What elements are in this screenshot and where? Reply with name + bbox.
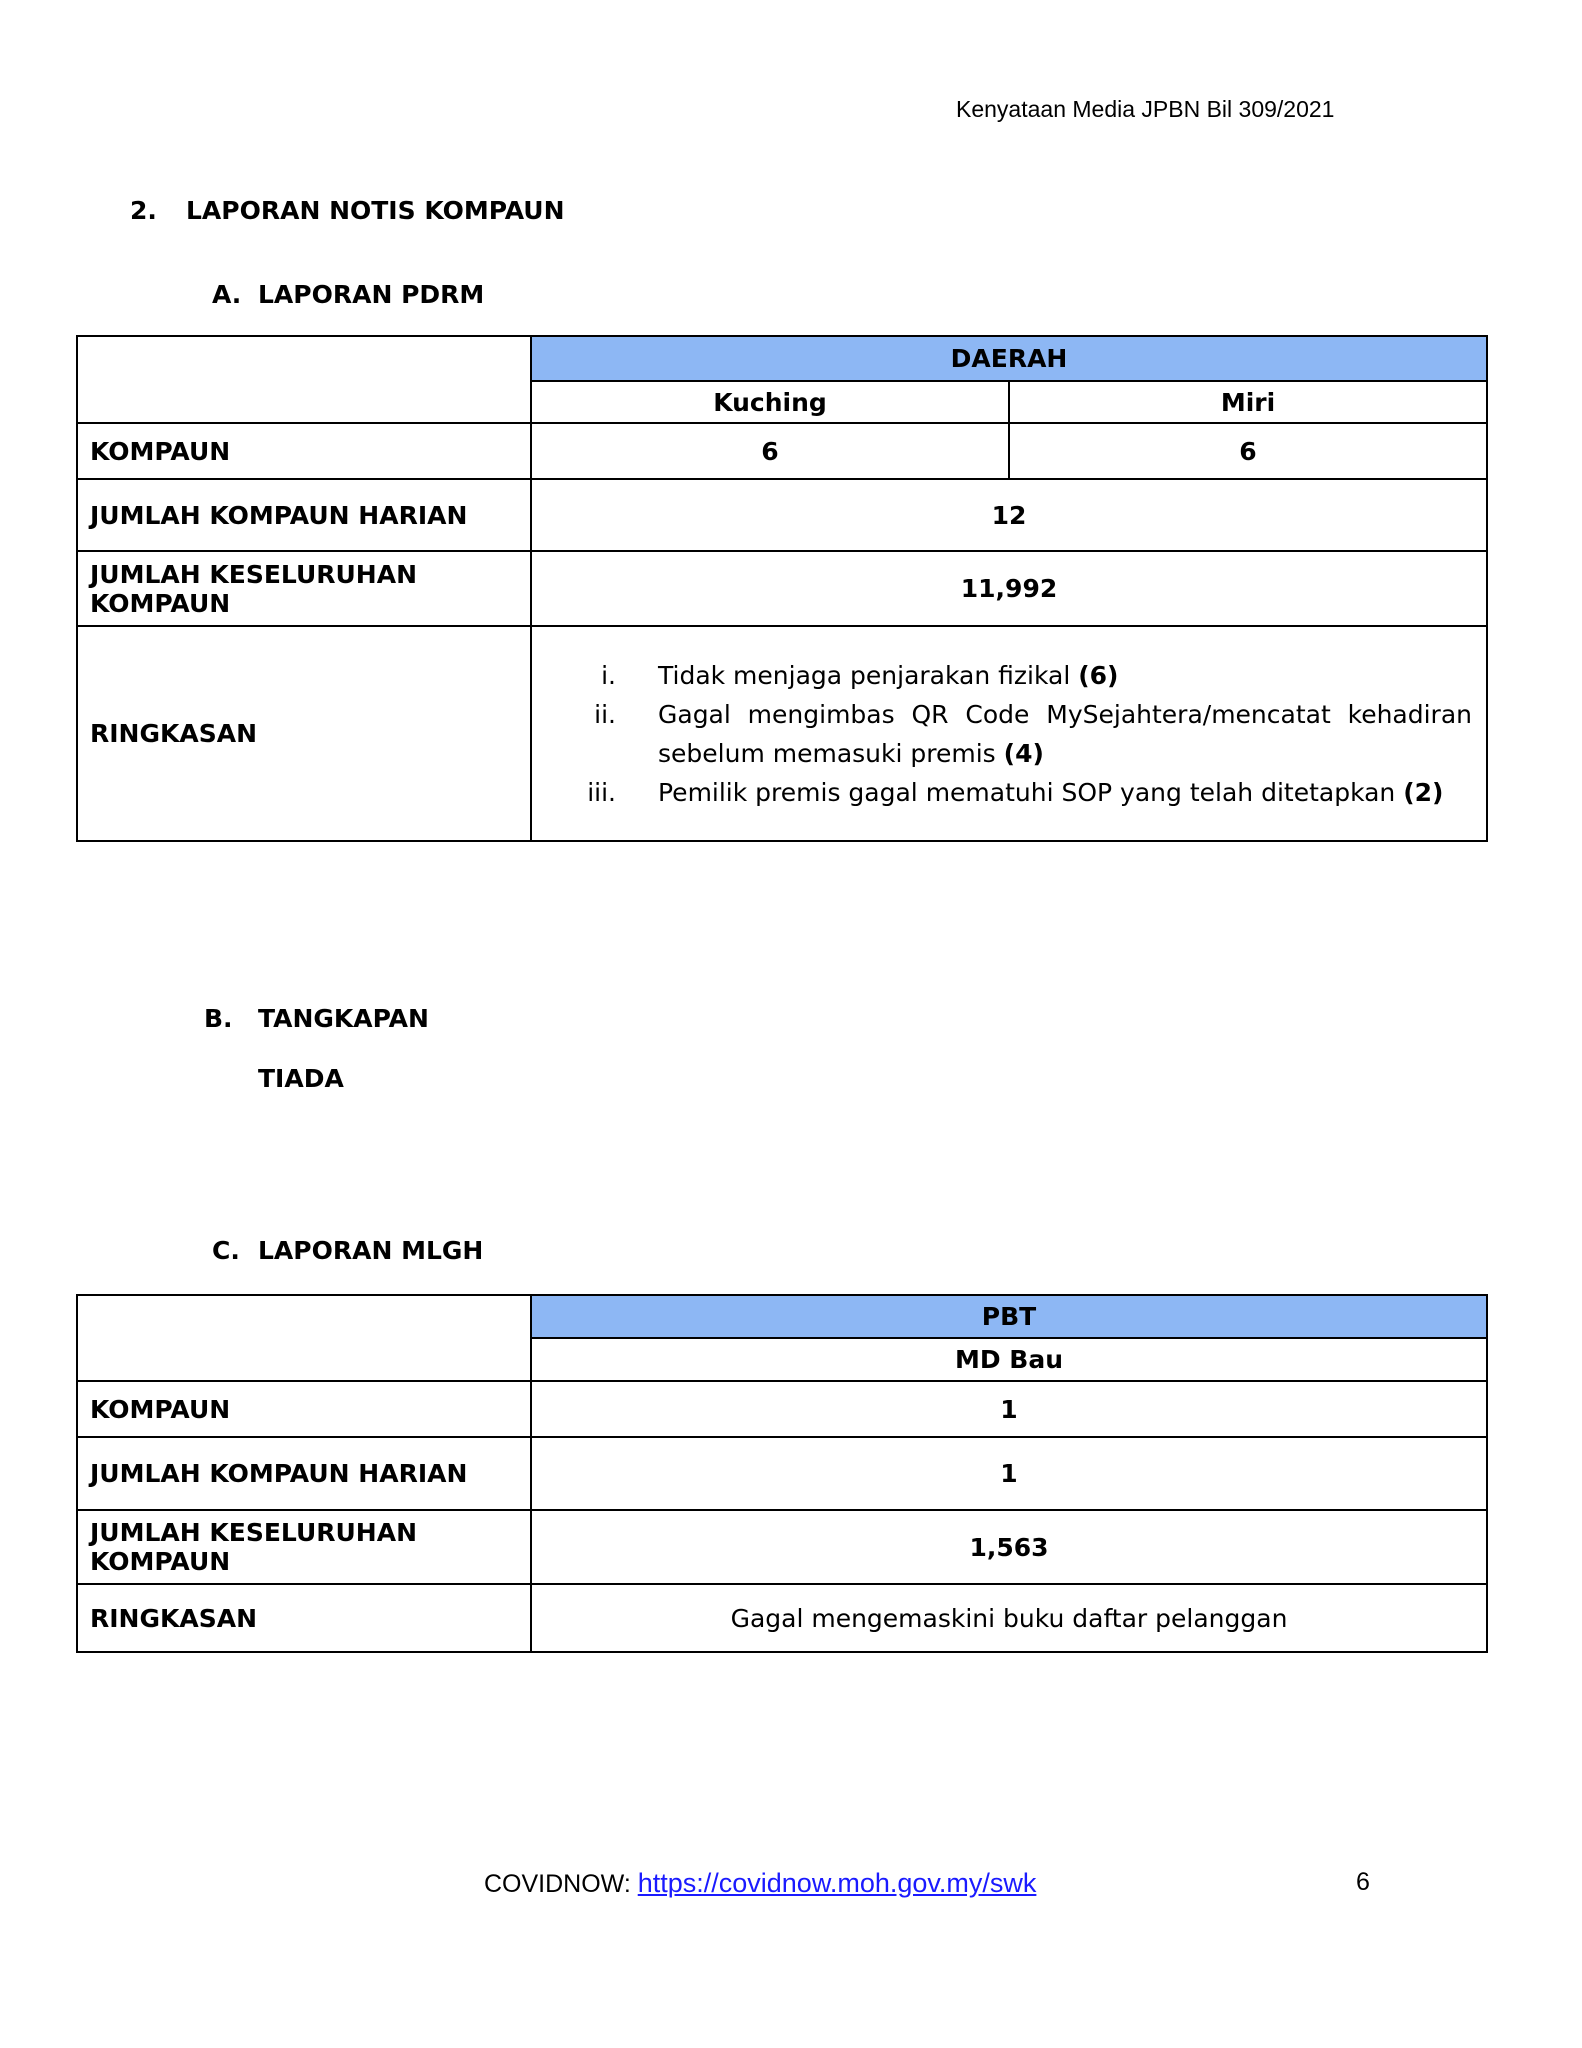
mlgh-heading xyxy=(212,1236,483,1265)
pdrm-keseluruhan-label xyxy=(77,551,531,626)
pdrm-kompaun-label: KOMPAUN xyxy=(77,423,531,479)
district-header-miri: Miri xyxy=(1009,381,1487,423)
pdrm-harian-value: 12 xyxy=(531,479,1487,551)
pdrm-ringkasan-label: RINGKASAN xyxy=(77,626,531,841)
mlgh-group-header: PBT xyxy=(531,1295,1487,1338)
mlgh-keseluruhan-value: 1,563 xyxy=(531,1510,1487,1584)
tangkapan-value: TIADA xyxy=(258,1064,344,1093)
section-number: 2. xyxy=(130,196,157,225)
pdrm-keseluruhan-value: 11,992 xyxy=(531,551,1487,626)
tangkapan-letter: B. xyxy=(204,1004,233,1033)
list-item-text: Pemilik premis gagal mematuhi SOP yang telah ditetapkan (2) xyxy=(658,777,1444,807)
district-header-kuching: Kuching xyxy=(531,381,1009,423)
pdrm-keseluruhan-label-line1: JUMLAH KESELURUHAN xyxy=(90,559,418,589)
list-item-number: i. xyxy=(601,660,616,690)
mlgh-table xyxy=(76,1294,1488,1653)
pdrm-table xyxy=(76,335,1488,842)
mlgh-corner-cell xyxy=(77,1295,531,1381)
list-item xyxy=(532,695,1472,773)
covidnow-link[interactable]: https://covidnow.moh.gov.my/swk xyxy=(637,1868,1037,1898)
mlgh-ringkasan-label: RINGKASAN xyxy=(77,1584,531,1652)
pdrm-keseluruhan-label-line2: KOMPAUN xyxy=(90,588,231,618)
pdrm-kompaun-kuching: 6 xyxy=(531,423,1009,479)
list-item-text: Tidak menjaga penjarakan fizikal (6) xyxy=(658,660,1119,690)
mlgh-kompaun-label: KOMPAUN xyxy=(77,1381,531,1437)
section-title-text: LAPORAN NOTIS KOMPAUN xyxy=(186,196,565,225)
list-item-count: (4) xyxy=(1003,738,1044,768)
pdrm-kompaun-miri: 6 xyxy=(1009,423,1487,479)
mlgh-harian-label: JUMLAH KOMPAUN HARIAN xyxy=(77,1437,531,1510)
mlgh-letter: C. xyxy=(212,1236,240,1265)
authority-header-md-bau: MD Bau xyxy=(531,1338,1487,1381)
list-item-count: (2) xyxy=(1403,777,1444,807)
mlgh-title: LAPORAN MLGH xyxy=(258,1236,484,1265)
pdrm-heading xyxy=(212,280,484,309)
mlgh-kompaun-value: 1 xyxy=(531,1381,1487,1437)
pdrm-harian-label: JUMLAH KOMPAUN HARIAN xyxy=(77,479,531,551)
mlgh-ringkasan-value: Gagal mengemaskini buku daftar pelanggan xyxy=(531,1584,1487,1652)
pdrm-title: LAPORAN PDRM xyxy=(258,280,485,309)
pdrm-ringkasan-list xyxy=(532,656,1472,812)
tangkapan-title: TANGKAPAN xyxy=(258,1004,429,1033)
list-item-count: (6) xyxy=(1078,660,1119,690)
list-item-number: iii. xyxy=(587,777,616,807)
list-item xyxy=(532,656,1472,695)
list-item-text: Gagal mengimbas QR Code MySejahtera/mencatat kehadiran sebelum memasuki premis (4) xyxy=(658,699,1473,768)
footer-prefix: COVIDNOW: xyxy=(484,1870,638,1898)
tangkapan-heading xyxy=(204,1004,429,1033)
list-item xyxy=(532,773,1472,812)
mlgh-keseluruhan-label xyxy=(77,1510,531,1584)
pdrm-letter: A. xyxy=(212,280,242,309)
pdrm-group-header: DAERAH xyxy=(531,336,1487,381)
mlgh-keseluruhan-label-line2: KOMPAUN xyxy=(90,1547,231,1576)
document-reference: Kenyataan Media JPBN Bil 309/2021 xyxy=(956,96,1335,122)
section-title xyxy=(130,196,565,225)
pdrm-corner-cell xyxy=(77,336,531,423)
page-number: 6 xyxy=(1356,1868,1370,1896)
footer xyxy=(484,1868,1036,1899)
mlgh-keseluruhan-label-line1: JUMLAH KESELURUHAN xyxy=(90,1518,418,1547)
list-item-number: ii. xyxy=(594,699,616,729)
mlgh-harian-value: 1 xyxy=(531,1437,1487,1510)
pdrm-ringkasan-cell xyxy=(531,626,1487,841)
